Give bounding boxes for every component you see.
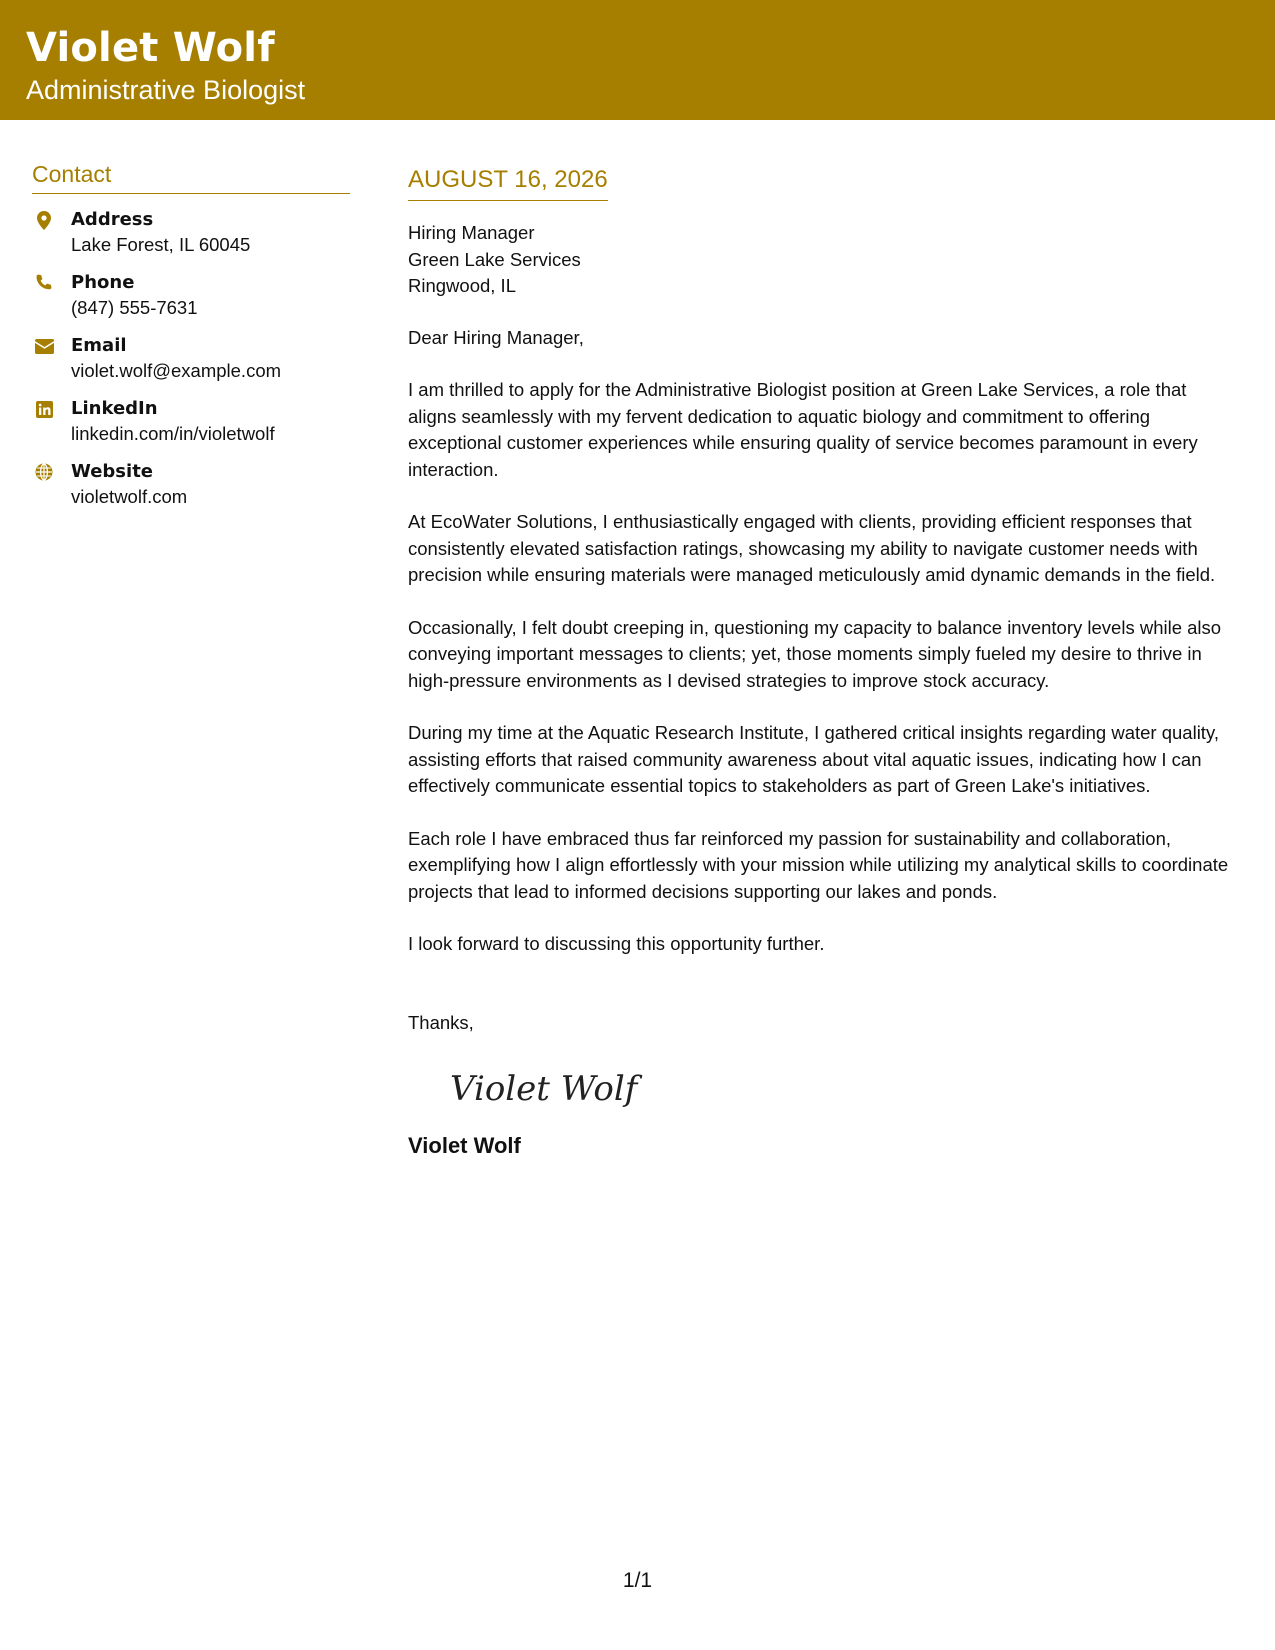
contact-linkedin bbox=[32, 397, 352, 446]
paragraph: I am thrilled to apply for the Administrative Biologist position at Green Lake Services, a role that aligns seamlessly with my fervent dedication to aquatic biology and commitment to offering exceptional customer experiences while ensuring quality of service becomes paramount in every interaction. bbox=[408, 379, 1198, 480]
page-number: 1/1 bbox=[622, 1569, 653, 1592]
recipient-line: Green Lake Services bbox=[408, 248, 581, 270]
greeting: Dear Hiring Manager, bbox=[408, 326, 584, 348]
contact-value: Lake Forest, IL 60045 bbox=[71, 234, 251, 255]
signature-text: Violet Wolf bbox=[450, 1069, 638, 1109]
globe-icon bbox=[34, 462, 54, 482]
envelope-icon bbox=[34, 336, 54, 356]
contact-value: violetwolf.com bbox=[71, 486, 188, 507]
contact-label: Address bbox=[71, 209, 154, 230]
paragraph: Each role I have embraced thus far reinforced my passion for sustainability and collaboration, exemplifying how I align effortlessly with your mission while utilizing my analytical skills to coordinate projects that lead to informed decisions supporting our lakes and ponds. bbox=[408, 827, 1229, 902]
contact-email bbox=[32, 334, 352, 383]
contact-value: linkedin.com/in/violetwolf bbox=[71, 423, 275, 444]
header-banner bbox=[0, 0, 1275, 120]
applicant-title: Administrative Biologist bbox=[26, 75, 306, 105]
contact-address bbox=[32, 208, 352, 257]
linkedin-icon bbox=[34, 399, 54, 419]
paragraph: During my time at the Aquatic Research Institute, I gathered critical insights regarding water quality, assisting efforts that raised community awareness about vital aquatic issues, indicating how I can effectively communicate essential topics to stakeholders as part of Green Lake's initiatives. bbox=[408, 722, 1219, 796]
recipient-block bbox=[408, 220, 1238, 300]
contact-heading: Contact bbox=[32, 160, 350, 194]
contact-value: (847) 555-7631 bbox=[71, 297, 198, 318]
paragraph: At EcoWater Solutions, I enthusiastically engaged with clients, providing efficient responses that consistently elevated satisfaction ratings, showcasing my ability to navigate customer needs with precision while ensuring materials were managed meticulously amid dynamic demands in the field. bbox=[408, 511, 1216, 585]
signer-name: Violet Wolf bbox=[408, 1133, 521, 1158]
recipient-line: Hiring Manager bbox=[408, 222, 535, 243]
paragraph: I look forward to discussing this opportunity further. bbox=[408, 933, 825, 954]
contact-label: Phone bbox=[71, 272, 135, 293]
letter-body bbox=[408, 165, 1238, 1160]
applicant-name: Violet Wolf bbox=[26, 25, 275, 71]
handwritten-signature bbox=[446, 1064, 1238, 1114]
contact-website bbox=[32, 460, 352, 509]
contact-label: LinkedIn bbox=[71, 398, 158, 419]
paragraph: Occasionally, I felt doubt creeping in, questioning my capacity to balance inventory levels while also conveying important messages to clients; yet, those moments simply fueled my desire to thrive in high-pressure environments as I devised strategies to improve stock accuracy. bbox=[408, 616, 1222, 691]
closing: Thanks, bbox=[408, 1011, 474, 1033]
contact-sidebar bbox=[32, 160, 352, 509]
map-pin-icon bbox=[34, 210, 54, 230]
contact-label: Website bbox=[71, 461, 154, 482]
contact-phone bbox=[32, 271, 352, 320]
recipient-line: Ringwood, IL bbox=[408, 275, 516, 296]
contact-value: violet.wolf@example.com bbox=[71, 360, 282, 381]
letter-date: AUGUST 16, 2026 bbox=[408, 165, 608, 201]
phone-icon bbox=[34, 273, 54, 293]
contact-label: Email bbox=[71, 335, 127, 356]
